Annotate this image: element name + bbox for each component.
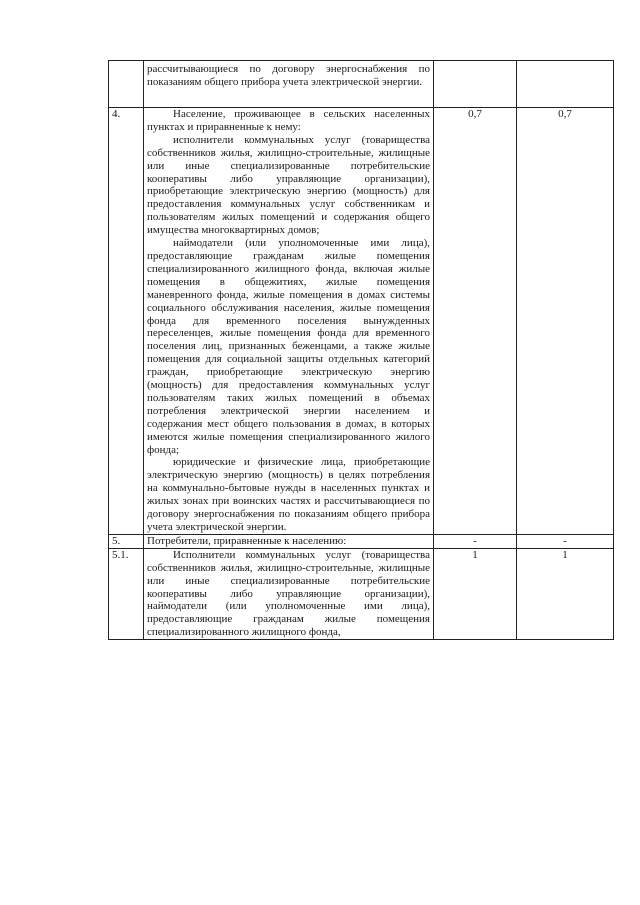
description-paragraph: Потребители, приравненные к населению: [147,534,347,547]
value-cell-1: 1 [434,548,517,639]
description-paragraph: Население, проживающее в сельских населенных пунктах и приравненные к нему: [147,108,430,133]
description-paragraph: Исполнители коммунальных услуг (товарищества собственников жилья, жилищно-строительные, жилищные или иные специализированные потребительские кооперативы либо управляющие организации), наймодатели (или уполномоченные ими лица), предоставляющие гражданам жилые помещения специализированного жилищного фонда, [147,548,430,639]
value-cell-2 [517,61,614,108]
table-row [109,108,614,535]
value-cell-1: 0,7 [434,108,517,535]
value-cell-2: - [517,534,614,548]
value-cell-2: 0,7 [517,108,614,535]
description-paragraph: наймодатели (или уполномоченные ими лица), предоставляющие гражданам жилые помещения специализированного жилищного фонда, включая жилые помещения в общежитиях, жилые помещения маневренного фонда, жилые помещения в домах системы социального обслуживания населения, жилые помещения фонда для временного поселения вынужденных переселенцев, жилые помещения фонда для временного поселения лиц, признанных беженцами, а также жилые помещения для социальной защиты отдельных категорий граждан, приобретающие электрическую энергию (мощность) для предоставления коммунальных услуг пользователям таких жилых помещений в объемах потребления электрической энергии населением и содержания мест общего пользования в домах, в которых имеются жилые помещения специализированного жилого фонда; [147,237,430,456]
row-number: 4. [109,108,144,535]
row-description [144,108,434,535]
table-row [109,548,614,639]
row-description [144,61,434,108]
row-number: 5.1. [109,548,144,639]
tariff-table [108,60,614,640]
table-row [109,534,614,548]
description-paragraph: юридические и физические лица, приобретающие электрическую энергию (мощность) в целях потребления на коммунально-бытовые нужды в населенных пунктах и жилых зонах при воинских частях и рассчитывающиеся по договору энергоснабжения по показаниям общего прибора учета электрической энергии. [147,456,430,533]
row-number [109,61,144,108]
table-row [109,61,614,108]
value-cell-2: 1 [517,548,614,639]
row-number: 5. [109,534,144,548]
value-cell-1 [434,61,517,108]
row-description [144,548,434,639]
value-cell-1: - [434,534,517,548]
description-paragraph: исполнители коммунальных услуг (товарищества собственников жилья, жилищно-строительные, жилищные или иные специализированные потребительские кооперативы либо управляющие организации), приобретающие электрическую энергию (мощность) для предоставления коммунальных услуг собственникам и пользователям жилых помещений и содержания общего имущества многоквартирных домов; [147,133,430,237]
row-description [144,534,434,548]
description-paragraph: рассчитывающиеся по договору энергоснабжения по показаниям общего прибора учета электрической энергии. [147,63,430,88]
